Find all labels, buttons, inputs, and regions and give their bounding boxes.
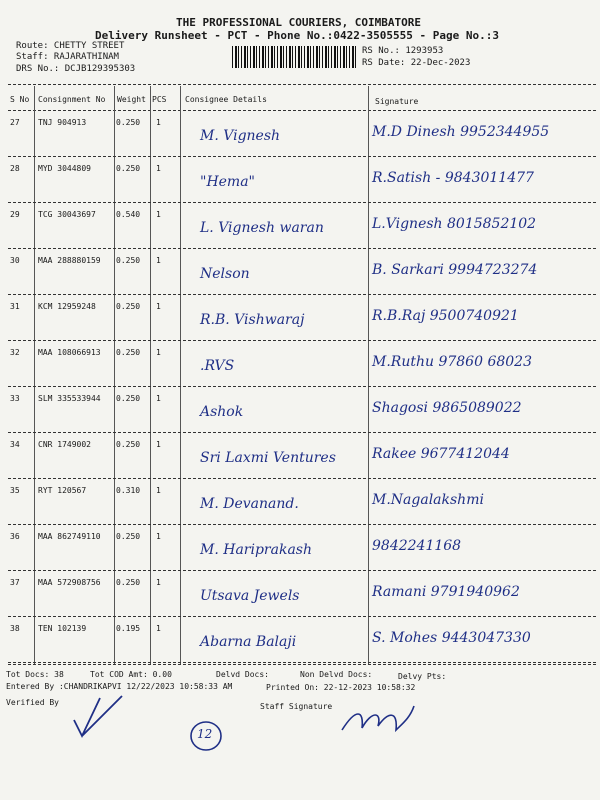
col-signature: Signature — [375, 97, 419, 106]
row-signature: Rakee 9677412044 — [372, 446, 510, 462]
row-pcs: 1 — [156, 302, 161, 311]
row-signature: Shagosi 9865089022 — [372, 400, 522, 416]
row-consignee: L. Vignesh waran — [200, 220, 324, 236]
total-cod: Tot COD Amt: 0.00 — [90, 670, 172, 679]
runsheet-subtitle: Delivery Runsheet - PCT - Phone No.:0422-3505555 - Page No.:3 — [95, 29, 499, 42]
row-consignee: .RVS — [200, 358, 235, 374]
drs-label: DRS No.: DCJB129395303 — [16, 64, 136, 74]
row-sno: 27 — [10, 118, 20, 127]
circle-note-text: 12 — [197, 727, 213, 741]
row-sno: 33 — [10, 394, 20, 403]
staff-label: Staff: RAJARATHINAM — [16, 52, 119, 62]
row-separator — [8, 386, 596, 387]
row-weight: 0.250 — [116, 440, 141, 449]
row-consignee: M. Devanand. — [200, 496, 299, 512]
row-consignment: CNR 1749002 — [38, 440, 91, 449]
row-consignment: SLM 335533944 — [38, 394, 101, 403]
rs-date: RS Date: 22-Dec-2023 — [362, 58, 471, 68]
row-consignment: TEN 102139 — [38, 624, 87, 633]
row-pcs: 1 — [156, 118, 161, 127]
non-delivered-docs: Non Delvd Docs: — [300, 670, 373, 679]
row-pcs: 1 — [156, 348, 161, 357]
row-sno: 36 — [10, 532, 20, 541]
total-docs: Tot Docs: 38 — [6, 670, 64, 679]
col-pcs: PCS — [152, 95, 167, 104]
col-divider — [150, 86, 151, 664]
row-weight: 0.540 — [116, 210, 141, 219]
row-consignee: R.B. Vishwaraj — [200, 312, 305, 328]
row-sno: 30 — [10, 256, 20, 265]
row-pcs: 1 — [156, 578, 161, 587]
delivery-points: Delvy Pts: — [398, 672, 447, 681]
row-weight: 0.250 — [116, 578, 141, 587]
row-weight: 0.195 — [116, 624, 141, 633]
verifier-signature-mark — [60, 690, 140, 750]
col-details: Consignee Details — [185, 95, 267, 104]
col-sno: S No — [10, 95, 30, 104]
company-name: THE PROFESSIONAL COURIERS, COIMBATORE — [176, 16, 422, 29]
row-separator — [8, 202, 596, 203]
row-pcs: 1 — [156, 256, 161, 265]
row-consignment: RYT 120567 — [38, 486, 87, 495]
row-consignment: MYD 3044809 — [38, 164, 91, 173]
row-sno: 38 — [10, 624, 20, 633]
row-consignment: MAA 108066913 — [38, 348, 101, 357]
verified-by-label: Verified By — [6, 698, 59, 707]
row-consignee: Utsava Jewels — [200, 588, 300, 604]
row-signature: R.B.Raj 9500740921 — [372, 308, 519, 324]
row-consignee: M. Hariprakash — [200, 542, 312, 558]
row-signature: R.Satish - 9843011477 — [372, 170, 534, 186]
row-separator — [8, 478, 596, 479]
row-weight: 0.250 — [116, 164, 141, 173]
row-sno: 37 — [10, 578, 20, 587]
row-signature: M.Ruthu 97860 68023 — [372, 354, 532, 370]
row-weight: 0.250 — [116, 302, 141, 311]
staff-signature-label: Staff Signature — [260, 702, 333, 711]
row-weight: 0.250 — [116, 256, 141, 265]
row-consignment: TNJ 904913 — [38, 118, 87, 127]
row-pcs: 1 — [156, 394, 161, 403]
row-pcs: 1 — [156, 486, 161, 495]
row-weight: 0.250 — [116, 348, 141, 357]
rs-number: RS No.: 1293953 — [362, 46, 444, 56]
row-consignee: "Hema" — [200, 174, 255, 190]
row-sno: 28 — [10, 164, 20, 173]
row-consignee: Abarna Balaji — [200, 634, 297, 650]
col-divider — [114, 86, 115, 664]
row-separator — [8, 524, 596, 525]
row-pcs: 1 — [156, 210, 161, 219]
row-pcs: 1 — [156, 624, 161, 633]
row-consignment: MAA 288880159 — [38, 256, 101, 265]
row-separator — [8, 340, 596, 341]
header-top-rule — [8, 84, 596, 85]
col-divider — [34, 86, 35, 664]
row-separator — [8, 662, 596, 663]
row-weight: 0.310 — [116, 486, 141, 495]
col-consignment: Consignment No — [38, 95, 106, 104]
row-signature: B. Sarkari 9994723274 — [372, 262, 538, 278]
route-label: Route: CHETTY STREET — [16, 41, 125, 51]
row-consignment: MAA 862749110 — [38, 532, 101, 541]
row-pcs: 1 — [156, 164, 161, 173]
row-consignment: TCG 30043697 — [38, 210, 96, 219]
row-signature: L.Vignesh 8015852102 — [372, 216, 537, 232]
row-sno: 35 — [10, 486, 20, 495]
footer-rule — [8, 664, 596, 665]
row-signature: M.Nagalakshmi — [372, 492, 484, 508]
row-sno: 34 — [10, 440, 20, 449]
row-consignment: KCM 12959248 — [38, 302, 96, 311]
row-pcs: 1 — [156, 440, 161, 449]
staff-signature-mark — [338, 700, 418, 740]
barcode — [232, 46, 356, 68]
row-separator — [8, 432, 596, 433]
row-separator — [8, 570, 596, 571]
row-consignee: Ashok — [200, 404, 244, 420]
col-divider — [180, 86, 181, 664]
row-signature: M.D Dinesh 9952344955 — [372, 124, 550, 140]
row-weight: 0.250 — [116, 394, 141, 403]
row-signature: S. Mohes 9443047330 — [372, 630, 531, 646]
row-consignment: MAA 572908756 — [38, 578, 101, 587]
row-signature: 9842241168 — [372, 538, 462, 554]
row-sno: 29 — [10, 210, 20, 219]
row-sno: 31 — [10, 302, 20, 311]
row-weight: 0.250 — [116, 118, 141, 127]
row-signature: Ramani 9791940962 — [372, 584, 520, 600]
row-consignee: Nelson — [200, 266, 250, 282]
col-weight: Weight — [117, 95, 146, 104]
row-separator — [8, 616, 596, 617]
row-sno: 32 — [10, 348, 20, 357]
delivered-docs: Delvd Docs: — [216, 670, 269, 679]
row-separator — [8, 294, 596, 295]
entered-by: Entered By :CHANDRIKAPVI 12/22/2023 10:58:33 AM — [6, 682, 233, 691]
row-separator — [8, 248, 596, 249]
printed-on: Printed On: 22-12-2023 10:58:32 — [266, 683, 416, 692]
header-bottom-rule — [8, 110, 596, 111]
row-consignee: Sri Laxmi Ventures — [200, 450, 336, 466]
row-weight: 0.250 — [116, 532, 141, 541]
row-pcs: 1 — [156, 532, 161, 541]
col-divider — [368, 86, 369, 664]
row-consignee: M. Vignesh — [200, 128, 281, 144]
row-separator — [8, 156, 596, 157]
